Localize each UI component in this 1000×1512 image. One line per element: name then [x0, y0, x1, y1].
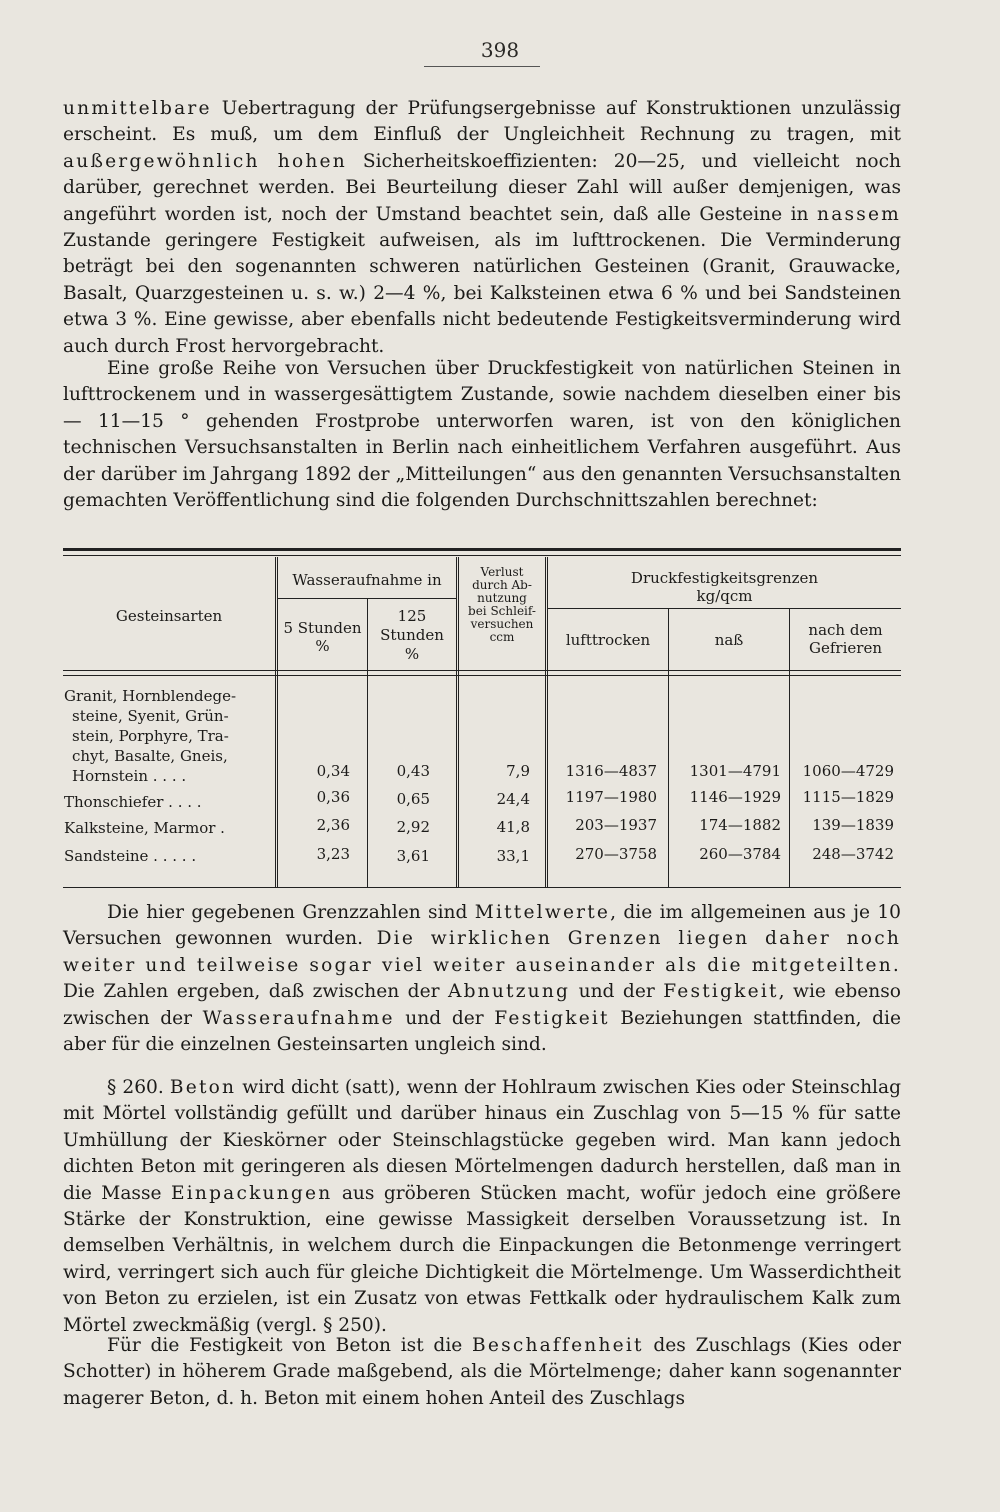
table-cell: 2,92 — [396, 818, 430, 836]
table-cell: 41,8 — [496, 818, 530, 836]
paragraph-4: § 260. Beton wird dicht (satt), wenn der Hohlraum zwischen Kies oder Steinschlag mit Mörtel vollständig gefüllt und darüber hinaus ein Zuschlag von 5—15 % für satte Umhüllung der Kieskörner oder Steinschlagstücke gegeben wird. Man kann jedoch dichten Beton mit geringeren als diesen Mörtelmengen dadurch herstellen, daß man in die Masse Einpackungen aus gröberen Stücken macht, wofür jedoch eine größere Stärke der Konstruktion, eine gewisse Massigkeit derselben Voraussetzung ist. In demselben Verhältnis, in welchem durch die Einpackungen die Betonmenge verringert wird, verringert sich auch für gleiche Dichtigkeit die Mörtelmenge. Um Wasserdichtheit von Beton zu erzielen, ist ein Zusatz von etwas Fettkalk oder hydraulischem Kalk zum Mörtel zweckmäßig (vergl. § 250). — [63, 1077, 901, 1336]
table-cell: 0,34 — [316, 762, 350, 780]
header-druckfestigkeit: Druckfestigkeitsgrenzen — [630, 569, 819, 587]
table-cell: 3,23 — [316, 845, 350, 863]
table-row-name: Sandsteine . . . . . — [64, 847, 197, 865]
page-number-rule — [424, 66, 540, 67]
paragraph-3: Die hier gegebenen Grenzzahlen sind Mittelwerte, die im allgemeinen aus je 10 Versuchen gewonnen wurden. Die wirklichen Grenzen liegen daher noch weiter und teilweise sogar viel weiter auseinander als die mitgeteilten. Die Zahlen ergeben, daß zwischen der Abnutzung und der Festigkeit, wie ebenso zwischen der Wasseraufnahme und der Festigkeit Beziehungen stattfinden, die aber für die einzelnen Gesteinsarten ungleich sind. — [63, 902, 901, 1056]
table-cell: 203—1937 — [575, 816, 657, 834]
header-verlust: Verlust durch Ab- nutzung bei Schleif- versuchen ccm — [468, 565, 536, 644]
table-cell: 33,1 — [496, 847, 530, 865]
header-5-stunden: 5 Stunden — [283, 619, 362, 637]
header-125-pct: % — [404, 645, 420, 663]
header-125-stunden: Stunden — [380, 626, 444, 644]
paragraph-2: Eine große Reihe von Versuchen über Druckfestigkeit von natürlichen Steinen in lufttrockenem und in wassergesättigtem Zustande, sowie nachdem dieselben einer bis — 11—15 ° gehenden Frostprobe unterworfen waren, ist von den königlichen technischen Versuchsanstalten in Berlin nach einheitlichem Verfahren ausgeführt. Aus der darüber im Jahrgang 1892 der „Mitteilungen“ aus den genannten Versuchsanstalten gemachten Veröffentlichung sind die folgenden Durchschnittszahlen berechnet: — [63, 358, 901, 512]
table-cell: 2,36 — [316, 816, 350, 834]
table-cell: 0,65 — [396, 790, 430, 808]
header-5-pct: % — [315, 637, 330, 655]
paragraph-1: unmittelbare Uebertragung der Prüfungsergebnisse auf Konstruktionen unzulässig erscheint. Es muß, um dem Einfluß der Ungleichheit Rechnung zu tragen, mit außergewöhnlich hohen Sicherheitskoeffizienten: 20—25, und vielleicht noch darüber, gerechnet werden. Bei Beurteilung dieser Zahl will außer demjenigen, was angeführt worden ist, noch der Umstand beachtet sein, daß alle Gesteine in nassem Zustande geringere Festigkeit aufweisen, als im lufttrockenen. Die Verminderung beträgt bei den sogenannten schweren natürlichen Gesteinen (Granit, Grauwacke, Basalt, Quarzgesteinen u. s. w.) 2—4 %, bei Kalksteinen etwa 6 % und bei Sandsteinen etwa 3 %. Eine gewisse, aber ebenfalls nicht bedeutende Festigkeitsverminderung wird auch durch Frost hervorgebracht. — [63, 98, 901, 357]
table-cell: 1316—4837 — [565, 762, 657, 780]
header-nass: naß — [714, 631, 744, 649]
table-cell: 174—1882 — [699, 816, 781, 834]
table-cell: 270—3758 — [575, 845, 657, 863]
table-cell: 248—3742 — [812, 845, 894, 863]
paragraph-5: Für die Festigkeit von Beton ist die Beschaffenheit des Zuschlags (Kies oder Schotter) in höherem Grade maßgebend, als die Mörtelmenge; daher kann sogenannter magerer Beton, d. h. Beton mit einem hohen Anteil des Zuschlags — [63, 1335, 901, 1409]
table-row-name: Kalksteine, Marmor . — [64, 819, 225, 837]
header-wasseraufnahme: Wasseraufnahme in — [292, 571, 442, 589]
table-bottom-rule — [63, 887, 901, 888]
table-cell: 1197—1980 — [565, 788, 657, 806]
table-cell: 1146—1929 — [689, 788, 781, 806]
table-cell: 24,4 — [496, 790, 530, 808]
table-top-rule — [63, 548, 901, 551]
table-top-rule-thin — [63, 555, 901, 556]
header-frost-2: Gefrieren — [809, 639, 882, 657]
page-number: 398 — [480, 38, 520, 62]
table-cell: 0,36 — [316, 788, 350, 806]
table-cell: 1301—4791 — [689, 762, 781, 780]
table-cell: 1060—4729 — [802, 762, 894, 780]
table-cell: 139—1839 — [812, 816, 894, 834]
table-row-name: Granit, Hornblendege- steine, Syenit, Grün- stein, Porphyre, Tra- chyt, Basalte, Gneis, Hornstein . . . . — [64, 687, 237, 785]
header-125: 125 — [397, 607, 427, 625]
table-cell: 0,43 — [396, 762, 430, 780]
table-cell: 1115—1829 — [802, 788, 894, 806]
header-druck-unit: kg/qcm — [696, 587, 753, 605]
header-lufttrocken: lufttrocken — [565, 631, 651, 649]
table-cell: 7,9 — [506, 762, 530, 780]
table-cell: 3,61 — [396, 847, 430, 865]
header-frost-1: nach dem — [808, 621, 883, 639]
table-cell: 260—3784 — [699, 845, 781, 863]
table-header-rule-2 — [63, 675, 901, 676]
table-header-rule — [63, 670, 901, 671]
header-gesteinsarten: Gesteinsarten — [115, 607, 223, 625]
table-row-name: Thonschiefer . . . . — [64, 793, 202, 811]
